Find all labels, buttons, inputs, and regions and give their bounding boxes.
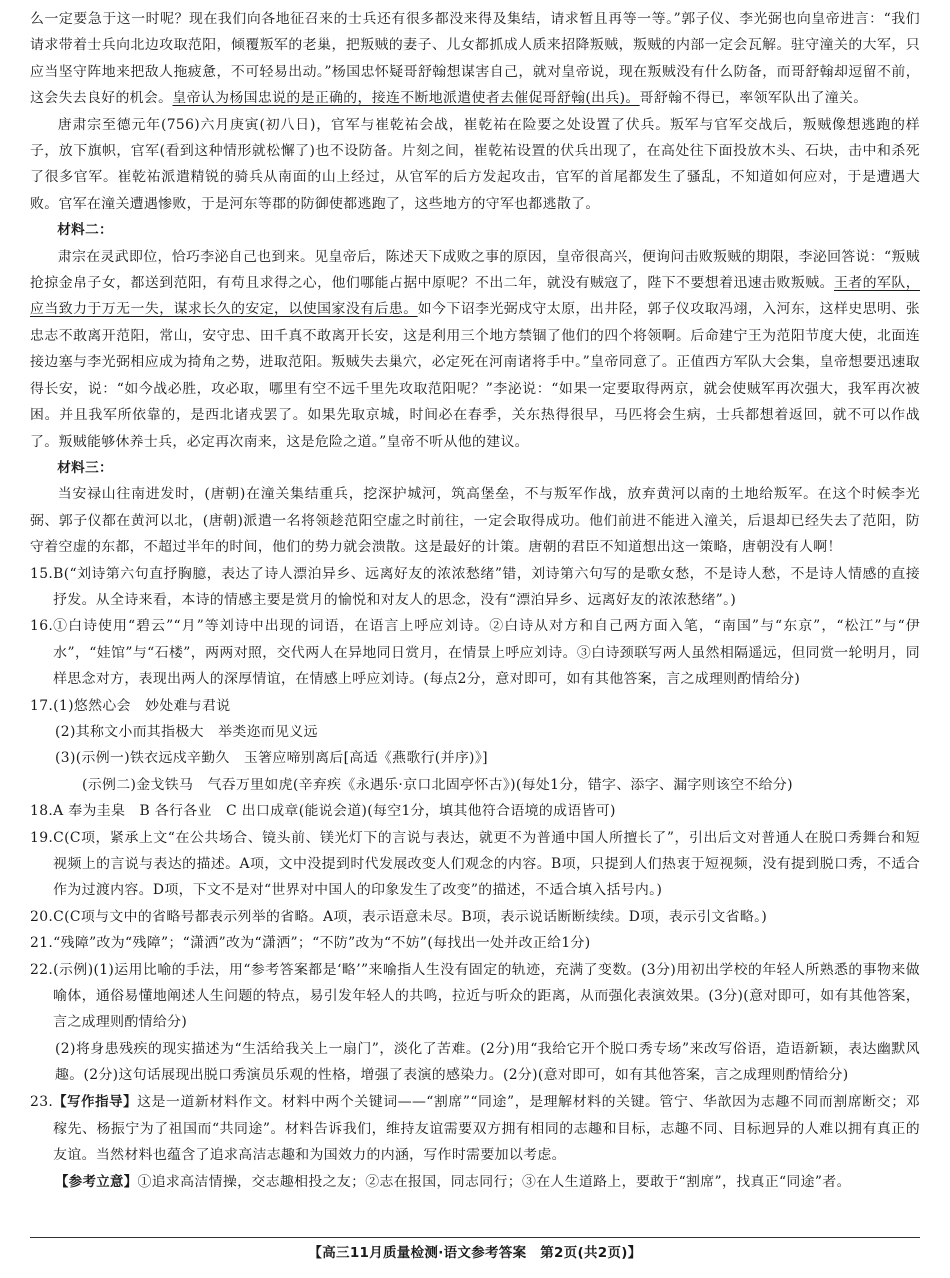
question-number: 16. [30,618,54,635]
answer-20 [30,904,920,930]
page-footer: 【高三11月质量检测·语文参考答案 第2页(共2页)】 [308,1245,642,1261]
underlined-translation: 王者的军队，应当致力于万无一失，谋求长久的安定，以使国家没有后患。 [30,275,920,318]
underlined-translation: 皇帝认为杨国忠说的是正确的，接连不断地派遣使者去催促哥舒翰(出兵)。 [172,90,640,107]
answer-17-line-2: (2)其称文小而其指极大 举类迩而见义远 [55,723,318,740]
answer-text: C(C项与文中的省略号都表示列举的省略。A项，表示语意未尽。B项，表示说话断断续续。D项，表示引文省略。) [53,908,768,925]
answer-text: B(“刘诗第六句直抒胸臆，表达了诗人漂泊异乡、远离好友的浓浓愁绪”错，刘诗第六句写的是歌女愁，不是诗人愁，不是诗人情感的直接抒发。从全诗来看，本诗的情感主要是赏月的愉悦和对友人的思念，没有“漂泊异乡、远离好友的浓浓愁绪”。) [53,565,920,608]
material-1-paragraph-2: 唐肃宗至德元年(756)六月庚寅(初八日)，官军与崔乾祐会战，崔乾祐在险要之处设置了伏兵。叛军与官军交战后，叛贼像想逃跑的样子，放下旗帜，官军(看到这种情形就松懈了)也不设防备。片刻之间，崔乾祐设置的伏兵出现了，在高处往下面投放木头、石块，击中和杀死了很多官军。崔乾祐派遣精锐的骑兵从南面的山上经过，从官军的后方发起攻击，官军的首尾都发生了骚乱，不知道如何应对，于是遭遇大败。官军在潼关遭遇惨败，于是河东等郡的防御使都逃跑了，这些地方的守军也都逃散了。 [30,116,920,212]
answer-19 [30,825,920,904]
answer-22 [30,957,920,1036]
answer-text: “残障”改为“残障”；“潇洒”改为“潇洒”；“不防”改为“不妨”(每找出一处并改正给1分) [53,935,591,952]
material-2-heading: 材料二： [57,222,113,239]
question-number: 18. [30,803,54,820]
answer-text: C(C项，紧承上文“在公共场合、镜头前、镁光灯下的言说与表达，就更不为普通中国人所擅长了”，引出后文对普通人在脱口秀舞台和短视频上的言说与表达的描述。A项，文中没提到时代发展改变人们观念的内容。B项，只提到人们热衷于短视频，没有提到脱口秀，不适合作为过渡内容。D项，下文不是对“世界对中国人的印象发生了改变”的描述，不适合填入括号内。) [53,829,920,899]
material-3-heading: 材料三： [57,459,113,476]
answer-text: A 奉为圭臬 B 各行各业 C 出口成章(能说会道)(每空1分，填其他符合语境的成语皆可) [53,803,616,820]
answer-text: (1)悠然心会 妙处难与君说 [53,697,231,714]
question-number: 23. [30,1093,54,1110]
answer-text: ①白诗使用“碧云”“月”等刘诗中出现的词语，在语言上呼应刘诗。②白诗从对方和自己两方面入笔，“南国”与“东京”，“松江”与“伊水”，“娃馆”与“石楼”，两两对照，交代两人在异地同日赏月，在情景上呼应刘诗。③白诗颈联写两人虽然相隔遥远，但同赏一轮明月，同样思念对方，表现出两人的深厚情谊，在情感上呼应刘诗。(每点2分，意对即可，如有其他答案，言之成理则酌情给分) [53,618,920,688]
answer-text: (示例)(1)运用比喻的手法，用“参考答案都是‘略’”来喻指人生没有固定的轨迹，充满了变数。(3分)用初出学校的年轻人所熟悉的事物来做喻体，通俗易懂地阐述人生问题的特点，易引发年轻人的共鸣，拉近与听众的距离，从而强化表演效果。(3分)(意对即可，如有其他答案，言之成理则酌情给分) [53,961,920,1031]
material-3-paragraph: 当安禄山往南进发时，(唐朝)在潼关集结重兵，挖深护城河，筑高堡垒，不与叛军作战，放弃黄河以南的土地给叛军。在这个时候李光弼、郭子仪都在黄河以北，(唐朝)派遣一名将领趁范阳空虚之时前往，一定会取得成功。他们前进不能进入潼关，后退却已经失去了范阳，防守着空虚的东都，不超过半年的时间，他们的势力就会溃散。这是最好的计策。唐朝的君臣不知道想出这一策略，唐朝没有人啊！ [30,486,920,556]
reference-ideas-label: 【参考立意】 [55,1174,138,1190]
answer-18 [30,798,920,824]
footer-divider [30,1237,920,1238]
answer-16 [30,613,920,692]
material-1-continued: 么一定要急于这一时呢？现在我们向各地征召来的士兵还有很多都没来得及集结，请求暂且再等一等。”郭子仪、李光弼也向皇帝进言：“我们请求带着士兵向北边攻取范阳，倾覆叛军的老巢，把叛贼的妻子、儿女都抓成人质来招降叛贼，叛贼的内部一定会瓦解。驻守潼关的大军，只应当坚守阵地来把敌人拖疲惫，不可轻易出动。”杨国忠怀疑哥舒翰想谋害自己，就对皇帝说，现在叛贼没有什么防备，而哥舒翰却逗留不前，这会失去良好的机会。皇帝认为杨国忠说的是正确的，接连不断地派遣使者去催促哥舒翰(出兵)。哥舒翰不得已，率领军队出了潼关。 [30,11,920,107]
question-number: 19. [30,829,54,846]
answer-22-part-2: (2)将身患残疾的现实描述为“生活给我关上一扇门”，淡化了苦难。(2分)用“我给它开个脱口秀专场”来改写俗语，造语新颖，表达幽默风趣。(2分)这句话展现出脱口秀演员乐观的性格，增强了表演的感染力。(2分)(意对即可，如有其他答案，言之成理则酌情给分) [55,1040,920,1084]
question-number: 21. [30,935,54,952]
writing-guide-label: 【写作指导】 [53,1094,138,1110]
answer-17-line-4: (示例二)金戈铁马 气吞万里如虎(辛弃疾《永遇乐·京口北固亭怀古》)(每处1分，错字、添字、漏字则该空不给分) [82,776,793,793]
question-number: 22. [30,961,54,978]
answer-17-line-3: (3)(示例一)铁衣远戍辛勤久 玉箸应啼别离后[高适《燕歌行(并序)》] [55,750,488,767]
answer-21 [30,930,920,956]
question-number: 15. [30,565,54,582]
reference-ideas: 【参考立意】①追求高洁情操，交志趣相投之友；②志在报国，同志同行；③在人生道路上，要敢于“割席”，找真正“同途”者。 [55,1173,851,1190]
answer-text: 【写作指导】这是一道新材料作文。材料中两个关键词——“割席”“同途”，是理解材料的关键。管宁、华歆因为志趣不同而割席断交；邓稼先、杨振宁为了祖国而“共同途”。材料告诉我们，维持友谊需要双方拥有相同的志趣和目标，志趣不同、目标迥异的人难以拥有真正的友谊。当然材料也蕴含了追求高洁志趣和为国效力的内涵，写作时需要加以考虑。 [53,1093,920,1164]
answer-15 [30,561,920,614]
answer-23 [30,1089,920,1169]
question-number: 17. [30,697,54,714]
question-number: 20. [30,908,54,925]
answer-17 [30,693,920,719]
material-2-paragraph: 肃宗在灵武即位，恰巧李泌自己也到来。见皇帝后，陈述天下成败之事的原因，皇帝很高兴，便询问击败叛贼的期限，李泌回答说：“叛贼抢掠金帛子女，都送到范阳，有苟且求得之心，他们哪能占据中原呢？不出二年，就没有贼寇了，陛下不要想着迅速击败叛贼。王者的军队，应当致力于万无一失，谋求长久的安定，以使国家没有后患。如今下诏李光弼戍守太原，出井陉，郭子仪攻取冯翊，入河东，这样史思明、张忠志不敢离开范阳，常山，安守忠、田千真不敢离开长安，这是利用三个地方禁锢了他们的四个将领啊。后命建宁王为范阳节度大使，北面连接边塞与李光弼相应成为掎角之势，进取范阳。叛贼失去巢穴，必定死在河南诸将手中。”皇帝同意了。正值西方军队大会集，皇帝想要迅速取得长安，说：“如今战必胜，攻必取，哪里有空不远千里先攻取范阳呢？”李泌说：“如果一定要取得两京，就会使贼军再次强大，我军再次被困。并且我军所依靠的，是西北诸戎罢了。如果先取京城，时间必在春季，关东热得很早，马匹将会生病，士兵都想着返回，就不可以作战了。叛贼能够休养士兵，必定再次南来，这是危险之道。”皇帝不听从他的建议。 [30,248,921,450]
